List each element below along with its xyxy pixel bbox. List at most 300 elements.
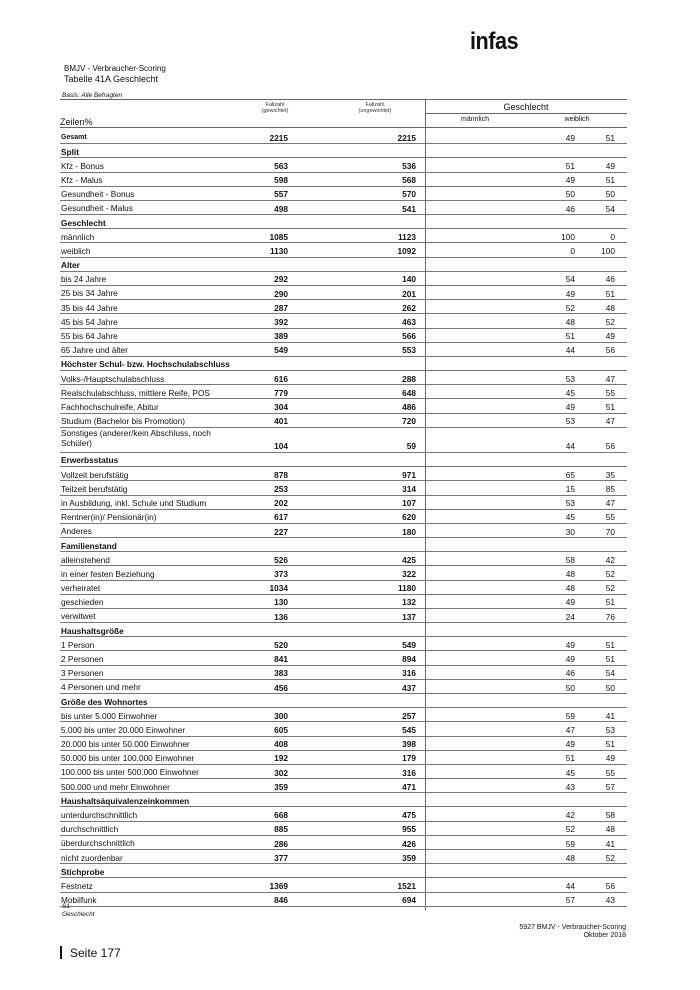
- fallzahl-ungewichtet-cell: 179: [402, 753, 416, 764]
- section-header-row: [60, 864, 627, 878]
- section-header-row: [60, 357, 627, 371]
- section-header-row: [60, 793, 627, 807]
- weiblich-pct-cell: 70: [605, 526, 615, 537]
- table-row: [60, 385, 627, 399]
- infas-logo: infas: [470, 28, 519, 55]
- fallzahl-ungewichtet-cell: 398: [402, 739, 416, 750]
- fallzahl-gewichtet-cell: 557: [274, 189, 288, 200]
- weiblich-pct-cell: 57: [605, 781, 615, 792]
- maennlich-pct-cell: 52: [565, 824, 575, 835]
- table-row: [60, 272, 627, 286]
- table-row: [60, 300, 627, 314]
- row-label: 65 Jahre und älter: [61, 345, 128, 356]
- maennlich-pct-cell: 15: [565, 484, 575, 494]
- fallzahl-ungewichtet-cell: 359: [402, 852, 416, 863]
- col-head-fallzahl-ungewichtet-l1: Fallzahl: [365, 102, 385, 108]
- weiblich-pct-cell: 58: [605, 810, 615, 821]
- row-label: Rentner(in)/ Pensionär(in): [61, 512, 157, 523]
- maennlich-pct-cell: 54: [565, 274, 575, 285]
- maennlich-pct-cell: 57: [565, 895, 575, 906]
- section-header-row: [60, 694, 627, 708]
- fallzahl-gewichtet-cell: 617: [274, 512, 288, 523]
- weiblich-pct-cell: 50: [605, 682, 615, 693]
- page-number: [60, 946, 121, 960]
- maennlich-pct-cell: 43: [565, 781, 575, 792]
- fallzahl-ungewichtet-cell: 437: [402, 682, 416, 693]
- table-row: [60, 371, 627, 385]
- table-row: [60, 343, 627, 357]
- basis-note: Basis: Alle Befragten: [62, 92, 123, 99]
- table-row: [60, 552, 627, 566]
- row-label: Familienstand: [61, 540, 117, 551]
- table-row: [60, 822, 627, 836]
- fallzahl-ungewichtet-cell: 107: [402, 498, 416, 509]
- maennlich-pct-cell: 44: [565, 345, 575, 356]
- fallzahl-ungewichtet-cell: 2215: [397, 132, 416, 143]
- fallzahl-gewichtet-cell: 526: [274, 554, 288, 565]
- table-row: [60, 751, 627, 765]
- footer-date: Oktober 2018: [583, 932, 626, 939]
- table-row: [60, 581, 627, 595]
- table-row: [60, 609, 627, 623]
- table-row: [60, 595, 627, 609]
- row-label: 2 Personen: [61, 654, 104, 664]
- maennlich-pct-cell: 52: [565, 302, 575, 313]
- maennlich-pct-cell: 48: [565, 317, 575, 327]
- table-row: [60, 467, 627, 481]
- zeilen-prozent-label: Zeilen%: [60, 117, 93, 127]
- row-label: 3 Personen: [61, 668, 104, 679]
- row-label: 4 Personen und mehr: [61, 682, 141, 693]
- weiblich-pct-cell: 49: [605, 331, 615, 342]
- maennlich-pct-cell: 49: [565, 175, 575, 186]
- maennlich-pct-cell: 30: [565, 526, 575, 537]
- maennlich-pct-cell: 46: [565, 203, 575, 214]
- maennlich-pct-cell: 48: [565, 852, 575, 863]
- table-row: [60, 510, 627, 524]
- fallzahl-gewichtet-cell: 292: [274, 274, 288, 285]
- row-label: in Ausbildung, inkl. Schule und Studium: [61, 498, 207, 509]
- maennlich-pct-cell: 49: [565, 739, 575, 750]
- row-label: Gesundheit - Bonus: [61, 189, 135, 200]
- fallzahl-gewichtet-cell: 290: [274, 288, 288, 299]
- weiblich-pct-cell: 52: [605, 583, 615, 594]
- fallzahl-gewichtet-cell: 456: [274, 682, 288, 693]
- row-label: Teilzeit berufstätig: [61, 483, 128, 494]
- row-label: 5.000 bis unter 20.000 Einwohner: [61, 724, 186, 735]
- weiblich-pct-cell: 47: [605, 498, 615, 509]
- maennlich-pct-cell: 47: [565, 725, 575, 736]
- fallzahl-gewichtet-cell: 401: [274, 416, 288, 427]
- table-row: [60, 878, 627, 892]
- row-label-line2: Schüler): [61, 437, 92, 448]
- fallzahl-ungewichtet-cell: 1123: [398, 231, 416, 242]
- fallzahl-ungewichtet-cell: 694: [402, 895, 416, 906]
- weiblich-pct-cell: 49: [605, 161, 615, 172]
- fallzahl-gewichtet-cell: 498: [274, 203, 288, 214]
- table-row: [60, 481, 627, 495]
- fallzahl-ungewichtet-cell: 568: [402, 175, 416, 186]
- fallzahl-gewichtet-cell: 616: [274, 373, 288, 384]
- fallzahl-ungewichtet-cell: 894: [402, 654, 416, 665]
- table-row: [60, 286, 627, 300]
- row-label: in einer festen Beziehung: [61, 568, 155, 579]
- table-row: [60, 652, 627, 666]
- col-head-fallzahl-gewichtet-l2: (gewichtet): [261, 108, 289, 114]
- weiblich-pct-cell: 42: [605, 554, 615, 565]
- fallzahl-gewichtet-cell: 359: [274, 781, 288, 792]
- fallzahl-ungewichtet-cell: 316: [402, 767, 416, 778]
- section-header-row: [60, 144, 627, 158]
- weiblich-pct-cell: 51: [605, 654, 615, 665]
- maennlich-pct-cell: 59: [565, 710, 575, 721]
- col-head-fallzahl-ungewichtet-l2: (ungewichtet): [358, 108, 392, 114]
- table-row: [60, 158, 627, 172]
- col-head-weiblich: weiblich: [564, 116, 590, 123]
- report-title: BMJV - Verbraucher-Scoring: [64, 64, 166, 73]
- maennlich-pct-cell: 50: [565, 682, 575, 693]
- maennlich-pct-cell: 49: [565, 402, 575, 413]
- row-label: Kfz - Malus: [61, 175, 103, 186]
- fallzahl-gewichtet-cell: 846: [274, 895, 288, 906]
- maennlich-pct-cell: 42: [565, 810, 575, 821]
- fallzahl-gewichtet-cell: 1085: [269, 231, 288, 242]
- fallzahl-ungewichtet-cell: 262: [402, 302, 416, 313]
- row-label: Anderes: [61, 526, 92, 537]
- table-row: [60, 428, 627, 453]
- row-label: Erwerbsstatus: [61, 455, 119, 466]
- weiblich-pct-cell: 51: [605, 597, 615, 608]
- table-row: [60, 637, 627, 651]
- fallzahl-ungewichtet-cell: 314: [402, 484, 416, 494]
- fallzahl-gewichtet-cell: 104: [274, 441, 288, 452]
- row-label: weiblich: [61, 245, 91, 256]
- row-rule: [60, 906, 627, 907]
- weiblich-pct-cell: 85: [605, 484, 615, 494]
- row-label: 55 bis 64 Jahre: [61, 331, 118, 342]
- col-head-maennlich: männlich: [460, 116, 489, 123]
- fallzahl-ungewichtet-cell: 1092: [397, 246, 416, 257]
- maennlich-pct-cell: 49: [565, 654, 575, 665]
- fallzahl-gewichtet-cell: 1130: [270, 246, 288, 257]
- maennlich-pct-cell: 49: [565, 597, 575, 608]
- table-row: [60, 836, 627, 850]
- section-header-row: [60, 258, 627, 272]
- row-label: durchschnittlich: [61, 824, 119, 835]
- row-label: 20.000 bis unter 50.000 Einwohner: [61, 739, 190, 750]
- footer-project: 5927 BMJV - Verbraucher-Scoring: [519, 924, 626, 931]
- row-label: Größe des Wohnortes: [61, 696, 148, 707]
- weiblich-pct-cell: 0: [610, 231, 615, 242]
- row-label: nicht zuordenbar: [61, 852, 123, 863]
- col-head-fallzahl-gewichtet-l1: Fallzahl: [265, 102, 285, 108]
- weiblich-pct-cell: 49: [605, 753, 615, 764]
- fallzahl-gewichtet-cell: 520: [274, 639, 288, 650]
- table-row: [60, 524, 627, 538]
- weiblich-pct-cell: 48: [605, 302, 615, 313]
- row-label: Volks-/Hauptschulabschluss: [61, 373, 165, 384]
- table-row: [60, 850, 627, 864]
- table-row: [60, 173, 627, 187]
- fallzahl-gewichtet-cell: 563: [274, 161, 288, 172]
- fallzahl-gewichtet-cell: 227: [274, 526, 288, 537]
- fallzahl-gewichtet-cell: 383: [274, 668, 288, 679]
- fallzahl-gewichtet-cell: 878: [274, 469, 288, 480]
- fallzahl-ungewichtet-cell: 955: [402, 824, 416, 835]
- table-row: [60, 329, 627, 343]
- table-row: [60, 708, 627, 722]
- fallzahl-ungewichtet-cell: 545: [402, 725, 416, 736]
- maennlich-pct-cell: 53: [565, 373, 575, 384]
- weiblich-pct-cell: 51: [605, 175, 615, 186]
- row-label: verheiratet: [61, 583, 101, 594]
- row-label: bis unter 5.000 Einwohner: [61, 710, 158, 721]
- table-row: [60, 779, 627, 793]
- fallzahl-ungewichtet-cell: 257: [402, 710, 416, 721]
- maennlich-pct-cell: 50: [565, 189, 575, 200]
- maennlich-pct-cell: 53: [565, 416, 575, 427]
- weiblich-pct-cell: 47: [605, 416, 615, 427]
- weiblich-pct-cell: 51: [605, 739, 615, 750]
- table-row: [60, 399, 627, 413]
- weiblich-pct-cell: 56: [605, 345, 615, 356]
- row-label: Höchster Schul- bzw. Hochschulabschluss: [61, 359, 230, 370]
- fallzahl-ungewichtet-cell: 59: [406, 441, 416, 452]
- table-row: [60, 722, 627, 736]
- weiblich-pct-cell: 54: [605, 668, 615, 679]
- fallzahl-gewichtet-cell: 841: [274, 654, 288, 665]
- section-header-row: [60, 538, 627, 552]
- weiblich-pct-cell: 55: [605, 767, 615, 778]
- row-label: 100.000 bis unter 500.000 Einwohner: [61, 767, 199, 778]
- row-label: männlich: [61, 231, 95, 242]
- fallzahl-ungewichtet-cell: 463: [402, 317, 416, 327]
- fallzahl-ungewichtet-cell: 475: [402, 810, 416, 821]
- fallzahl-gewichtet-cell: 253: [274, 484, 288, 494]
- fallzahl-ungewichtet-cell: 553: [402, 345, 416, 356]
- section-header-row: [60, 453, 627, 467]
- fallzahl-ungewichtet-cell: 425: [402, 554, 416, 565]
- row-label: geschieden: [61, 597, 104, 608]
- fallzahl-ungewichtet-cell: 471: [402, 781, 416, 792]
- maennlich-pct-cell: 53: [565, 498, 575, 509]
- weiblich-pct-cell: 51: [605, 402, 615, 413]
- maennlich-pct-cell: 0: [570, 246, 575, 257]
- weiblich-pct-cell: 55: [605, 512, 615, 523]
- row-label: bis 24 Jahre: [61, 274, 107, 285]
- fallzahl-ungewichtet-cell: 648: [402, 387, 416, 398]
- row-label: Split: [61, 146, 79, 157]
- footnote-text: Geschlecht: [62, 911, 95, 918]
- fallzahl-ungewichtet-cell: 541: [402, 203, 416, 214]
- row-label: Haushaltsgröße: [61, 625, 124, 636]
- fallzahl-gewichtet-cell: 408: [274, 739, 288, 750]
- weiblich-pct-cell: 52: [605, 317, 615, 327]
- row-label: Festnetz: [61, 880, 93, 891]
- weiblich-pct-cell: 52: [605, 569, 615, 580]
- section-header-row: [60, 215, 627, 229]
- fallzahl-ungewichtet-cell: 720: [402, 416, 416, 427]
- row-label: Mobilfunk: [61, 895, 97, 906]
- row-label-line1: Sonstiges (anderer/kein Abschluss, noch: [61, 427, 211, 438]
- weiblich-pct-cell: 41: [605, 838, 615, 849]
- row-label: 500.000 und mehr Einwohner: [61, 781, 170, 792]
- table-row: [60, 201, 627, 215]
- row-label: Gesamt: [61, 133, 87, 141]
- footnote: [62, 903, 95, 919]
- row-label: Stichprobe: [61, 866, 105, 877]
- table-row: [60, 666, 627, 680]
- weiblich-pct-cell: 52: [605, 852, 615, 863]
- section-header-row: [60, 623, 627, 637]
- maennlich-pct-cell: 44: [565, 881, 575, 892]
- table-row: [60, 680, 627, 694]
- row-label: Gesundheit - Malus: [61, 203, 133, 214]
- weiblich-pct-cell: 41: [605, 710, 615, 721]
- row-label: unterdurchschnittlich: [61, 809, 138, 820]
- fallzahl-gewichtet-cell: 1034: [269, 583, 288, 594]
- fallzahl-gewichtet-cell: 286: [274, 838, 288, 849]
- weiblich-pct-cell: 51: [605, 288, 615, 299]
- weiblich-pct-cell: 43: [605, 895, 615, 906]
- fallzahl-ungewichtet-cell: 570: [402, 189, 416, 200]
- maennlich-pct-cell: 45: [565, 387, 575, 398]
- row-label: Geschlecht: [61, 217, 106, 228]
- page-marker-bar: [60, 946, 62, 959]
- fallzahl-gewichtet-cell: 373: [274, 569, 288, 580]
- maennlich-pct-cell: 100: [561, 231, 575, 242]
- fallzahl-ungewichtet-cell: 201: [402, 288, 416, 299]
- row-label: Studium (Bachelor bis Promotion): [61, 416, 186, 427]
- fallzahl-gewichtet-cell: 1369: [269, 881, 288, 892]
- fallzahl-ungewichtet-cell: 426: [402, 838, 416, 849]
- table-row: [60, 566, 627, 580]
- row-label: 35 bis 44 Jahre: [61, 302, 118, 313]
- maennlich-pct-cell: 51: [565, 161, 575, 172]
- fallzahl-ungewichtet-cell: 971: [402, 469, 416, 480]
- maennlich-pct-cell: 51: [565, 753, 575, 764]
- fallzahl-ungewichtet-cell: 620: [402, 512, 416, 523]
- row-label: [61, 428, 211, 448]
- weiblich-pct-cell: 56: [605, 441, 615, 452]
- fallzahl-gewichtet-cell: 287: [274, 302, 288, 313]
- fallzahl-ungewichtet-cell: 140: [402, 274, 416, 285]
- maennlich-pct-cell: 65: [565, 469, 575, 480]
- row-label: verwitwet: [61, 611, 96, 622]
- row-label: 25 bis 34 Jahre: [61, 288, 118, 299]
- fallzahl-ungewichtet-cell: 288: [402, 373, 416, 384]
- row-label: überdurchschnittlich: [61, 838, 135, 849]
- fallzahl-gewichtet-cell: 202: [274, 498, 288, 509]
- weiblich-pct-cell: 50: [605, 189, 615, 200]
- weiblich-pct-cell: 51: [605, 132, 615, 143]
- table-row: [60, 496, 627, 510]
- fallzahl-gewichtet-cell: 130: [274, 597, 288, 608]
- row-label: alleinstehend: [61, 554, 110, 565]
- fallzahl-ungewichtet-cell: 132: [402, 597, 416, 608]
- table-row: [60, 187, 627, 201]
- fallzahl-ungewichtet-cell: 536: [402, 161, 416, 172]
- table-row: [60, 229, 627, 243]
- maennlich-pct-cell: 45: [565, 512, 575, 523]
- weiblich-pct-cell: 56: [605, 881, 615, 892]
- fallzahl-gewichtet-cell: 389: [274, 331, 288, 342]
- row-label: Alter: [61, 260, 80, 271]
- fallzahl-gewichtet-cell: 392: [274, 317, 288, 327]
- fallzahl-ungewichtet-cell: 486: [402, 402, 416, 413]
- maennlich-pct-cell: 44: [565, 441, 575, 452]
- page-number-text: Seite 177: [70, 946, 121, 960]
- table-row: [60, 765, 627, 779]
- maennlich-pct-cell: 48: [565, 583, 575, 594]
- maennlich-pct-cell: 46: [565, 668, 575, 679]
- maennlich-pct-cell: 58: [565, 554, 575, 565]
- fallzahl-gewichtet-cell: 302: [274, 767, 288, 778]
- row-label: Realschulabschluss, mittlere Reife, POS: [61, 387, 210, 398]
- weiblich-pct-cell: 47: [605, 373, 615, 384]
- fallzahl-gewichtet-cell: 300: [274, 710, 288, 721]
- weiblich-pct-cell: 76: [605, 611, 615, 622]
- footer-info: [519, 924, 626, 940]
- row-label: Haushaltsäquivalenzeinkommen: [61, 795, 190, 806]
- maennlich-pct-cell: 24: [565, 611, 575, 622]
- fallzahl-gewichtet-cell: 192: [274, 753, 288, 764]
- maennlich-pct-cell: 49: [565, 639, 575, 650]
- fallzahl-gewichtet-cell: 605: [274, 725, 288, 736]
- table-row: [60, 737, 627, 751]
- fallzahl-gewichtet-cell: 304: [274, 402, 288, 413]
- fallzahl-gewichtet-cell: 377: [274, 852, 288, 863]
- fallzahl-gewichtet-cell: 668: [274, 810, 288, 821]
- weiblich-pct-cell: 54: [605, 203, 615, 214]
- row-label: Vollzeit berufstätig: [61, 469, 129, 480]
- footnote-code: S1: [62, 903, 70, 910]
- fallzahl-ungewichtet-cell: 1521: [397, 881, 416, 892]
- fallzahl-ungewichtet-cell: 137: [402, 611, 416, 622]
- fallzahl-gewichtet-cell: 779: [274, 387, 288, 398]
- weiblich-pct-cell: 100: [601, 246, 615, 257]
- table-row: [60, 807, 627, 821]
- row-label: Kfz - Bonus: [61, 160, 104, 171]
- weiblich-pct-cell: 46: [605, 274, 615, 285]
- fallzahl-ungewichtet-cell: 180: [402, 526, 416, 537]
- fallzahl-gewichtet-cell: 2215: [269, 132, 288, 143]
- weiblich-pct-cell: 51: [605, 639, 615, 650]
- maennlich-pct-cell: 49: [565, 288, 575, 299]
- row-label: Fachhochschulreife, Abitur: [61, 401, 159, 412]
- table-row: [60, 414, 627, 428]
- fallzahl-ungewichtet-cell: 1180: [398, 583, 416, 594]
- fallzahl-gewichtet-cell: 885: [274, 824, 288, 835]
- table-row: [60, 314, 627, 328]
- maennlich-pct-cell: 45: [565, 767, 575, 778]
- fallzahl-ungewichtet-cell: 549: [402, 639, 416, 650]
- maennlich-pct-cell: 49: [565, 132, 575, 143]
- maennlich-pct-cell: 51: [565, 331, 575, 342]
- row-label: 50.000 bis unter 100.000 Einwohner: [61, 753, 195, 764]
- weiblich-pct-cell: 48: [605, 824, 615, 835]
- table-row: [60, 893, 627, 907]
- table-row: [60, 243, 627, 257]
- fallzahl-ungewichtet-cell: 566: [402, 331, 416, 342]
- weiblich-pct-cell: 55: [605, 387, 615, 398]
- weiblich-pct-cell: 35: [605, 469, 615, 480]
- total-row: [60, 130, 627, 144]
- fallzahl-gewichtet-cell: 549: [274, 345, 288, 356]
- col-group-geschlecht: Geschlecht: [503, 102, 549, 112]
- fallzahl-gewichtet-cell: 598: [274, 175, 288, 186]
- maennlich-pct-cell: 48: [565, 569, 575, 580]
